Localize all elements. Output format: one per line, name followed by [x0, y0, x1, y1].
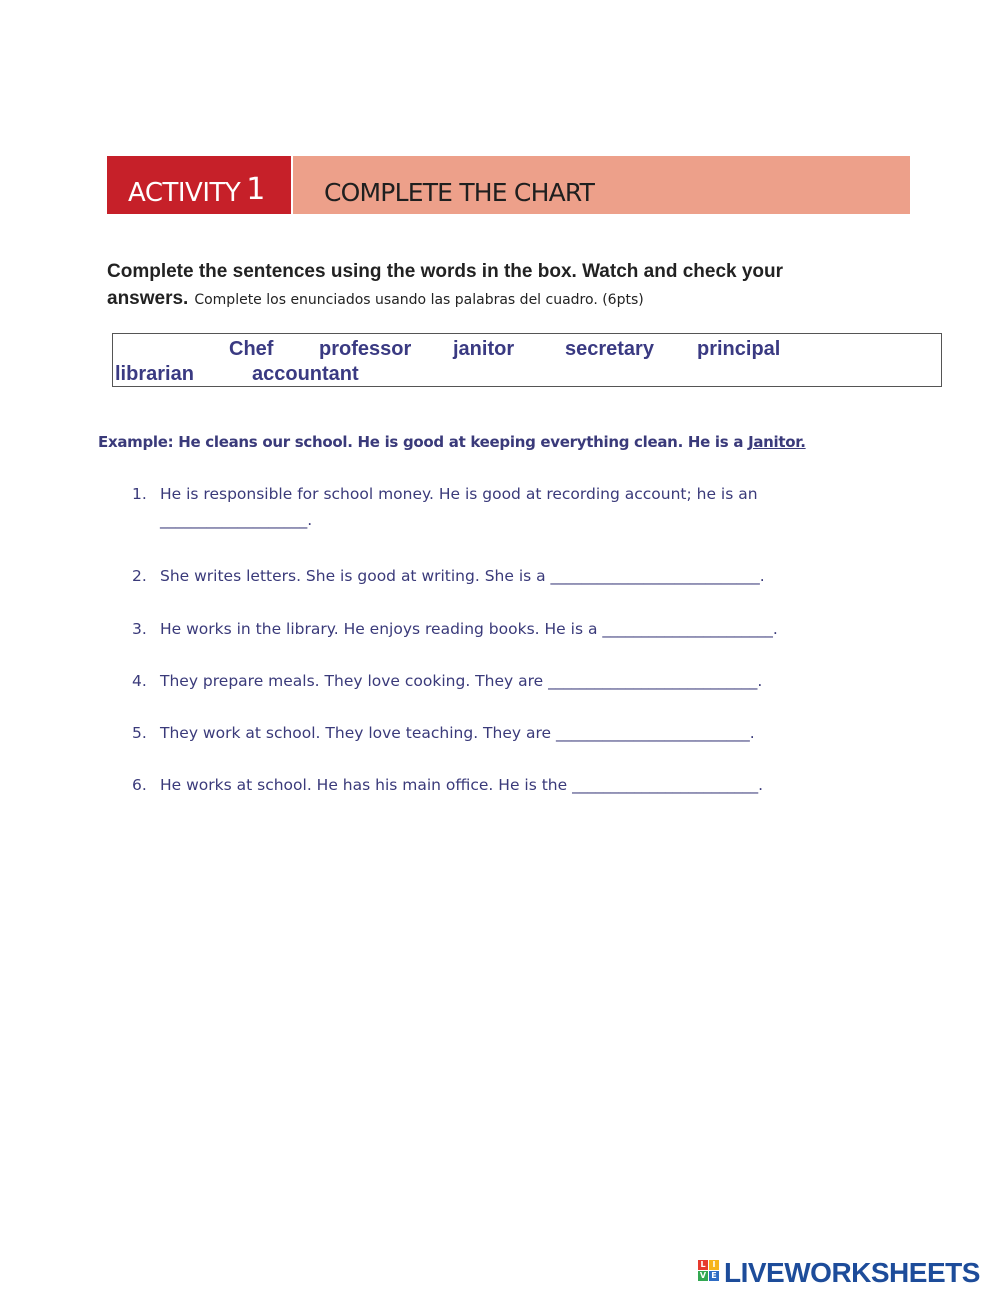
word-chef: Chef [229, 338, 274, 360]
instructions [107, 258, 887, 314]
item-number: 1. [132, 485, 147, 503]
item-text: He works at school. He has his main office. He is the ________________________. [160, 776, 764, 794]
item-number: 6. [132, 776, 147, 794]
item-number: 2. [132, 567, 147, 585]
activity-number: 1 [246, 172, 265, 207]
activity-label [128, 174, 265, 209]
logo-text: LIVEWORKSHEETS [724, 1257, 980, 1288]
logo-mark-letter: V [699, 1271, 707, 1280]
word-janitor: janitor [453, 338, 515, 360]
activity-banner [107, 156, 910, 214]
word-principal: principal [697, 338, 781, 360]
item-text: They work at school. They love teaching. They are _________________________. [160, 724, 755, 742]
item-number: 5. [132, 724, 147, 742]
item-blank-line: ___________________. [160, 511, 313, 529]
example-sentence [98, 433, 806, 451]
item-text: He is responsible for school money. He is good at recording account; he is an [160, 485, 758, 503]
list-item [132, 724, 755, 742]
list-item [132, 672, 762, 690]
activity-label-text: ACTIVITY [128, 178, 241, 208]
example-text: Example: He cleans our school. He is good at keeping everything clean. He is a [98, 433, 749, 451]
liveworksheets-mark-icon [698, 1260, 720, 1282]
word-secretary: secretary [565, 338, 654, 360]
item-text: They prepare meals. They love cooking. They are ___________________________. [160, 672, 763, 690]
logo-mark-letter: I [709, 1260, 719, 1270]
list-item [132, 567, 765, 585]
word-accountant: accountant [252, 363, 359, 385]
activity-title: COMPLETE THE CHART [324, 178, 595, 207]
instructions-sub: Complete los enunciados usando las palabras del cuadro. (6pts) [194, 292, 644, 308]
logo-mark-letter: L [698, 1260, 708, 1270]
list-item [132, 776, 763, 794]
item-number: 3. [132, 620, 147, 638]
word-librarian: librarian [115, 363, 194, 385]
item-text: She writes letters. She is good at writing. She is a ___________________________. [160, 567, 765, 585]
instructions-main: Complete the sentences using the words in the box. Watch and check your answers. [107, 261, 784, 309]
list-item [132, 620, 778, 638]
item-text: He works in the library. He enjoys reading books. He is a ______________________. [160, 620, 778, 638]
item-number: 4. [132, 672, 147, 690]
word-box [112, 333, 942, 387]
logo-mark-letter: E [709, 1271, 719, 1281]
list-item [132, 485, 758, 503]
word-professor: professor [319, 338, 412, 360]
example-answer: Janitor. [748, 433, 806, 451]
activity-badge [107, 156, 293, 214]
